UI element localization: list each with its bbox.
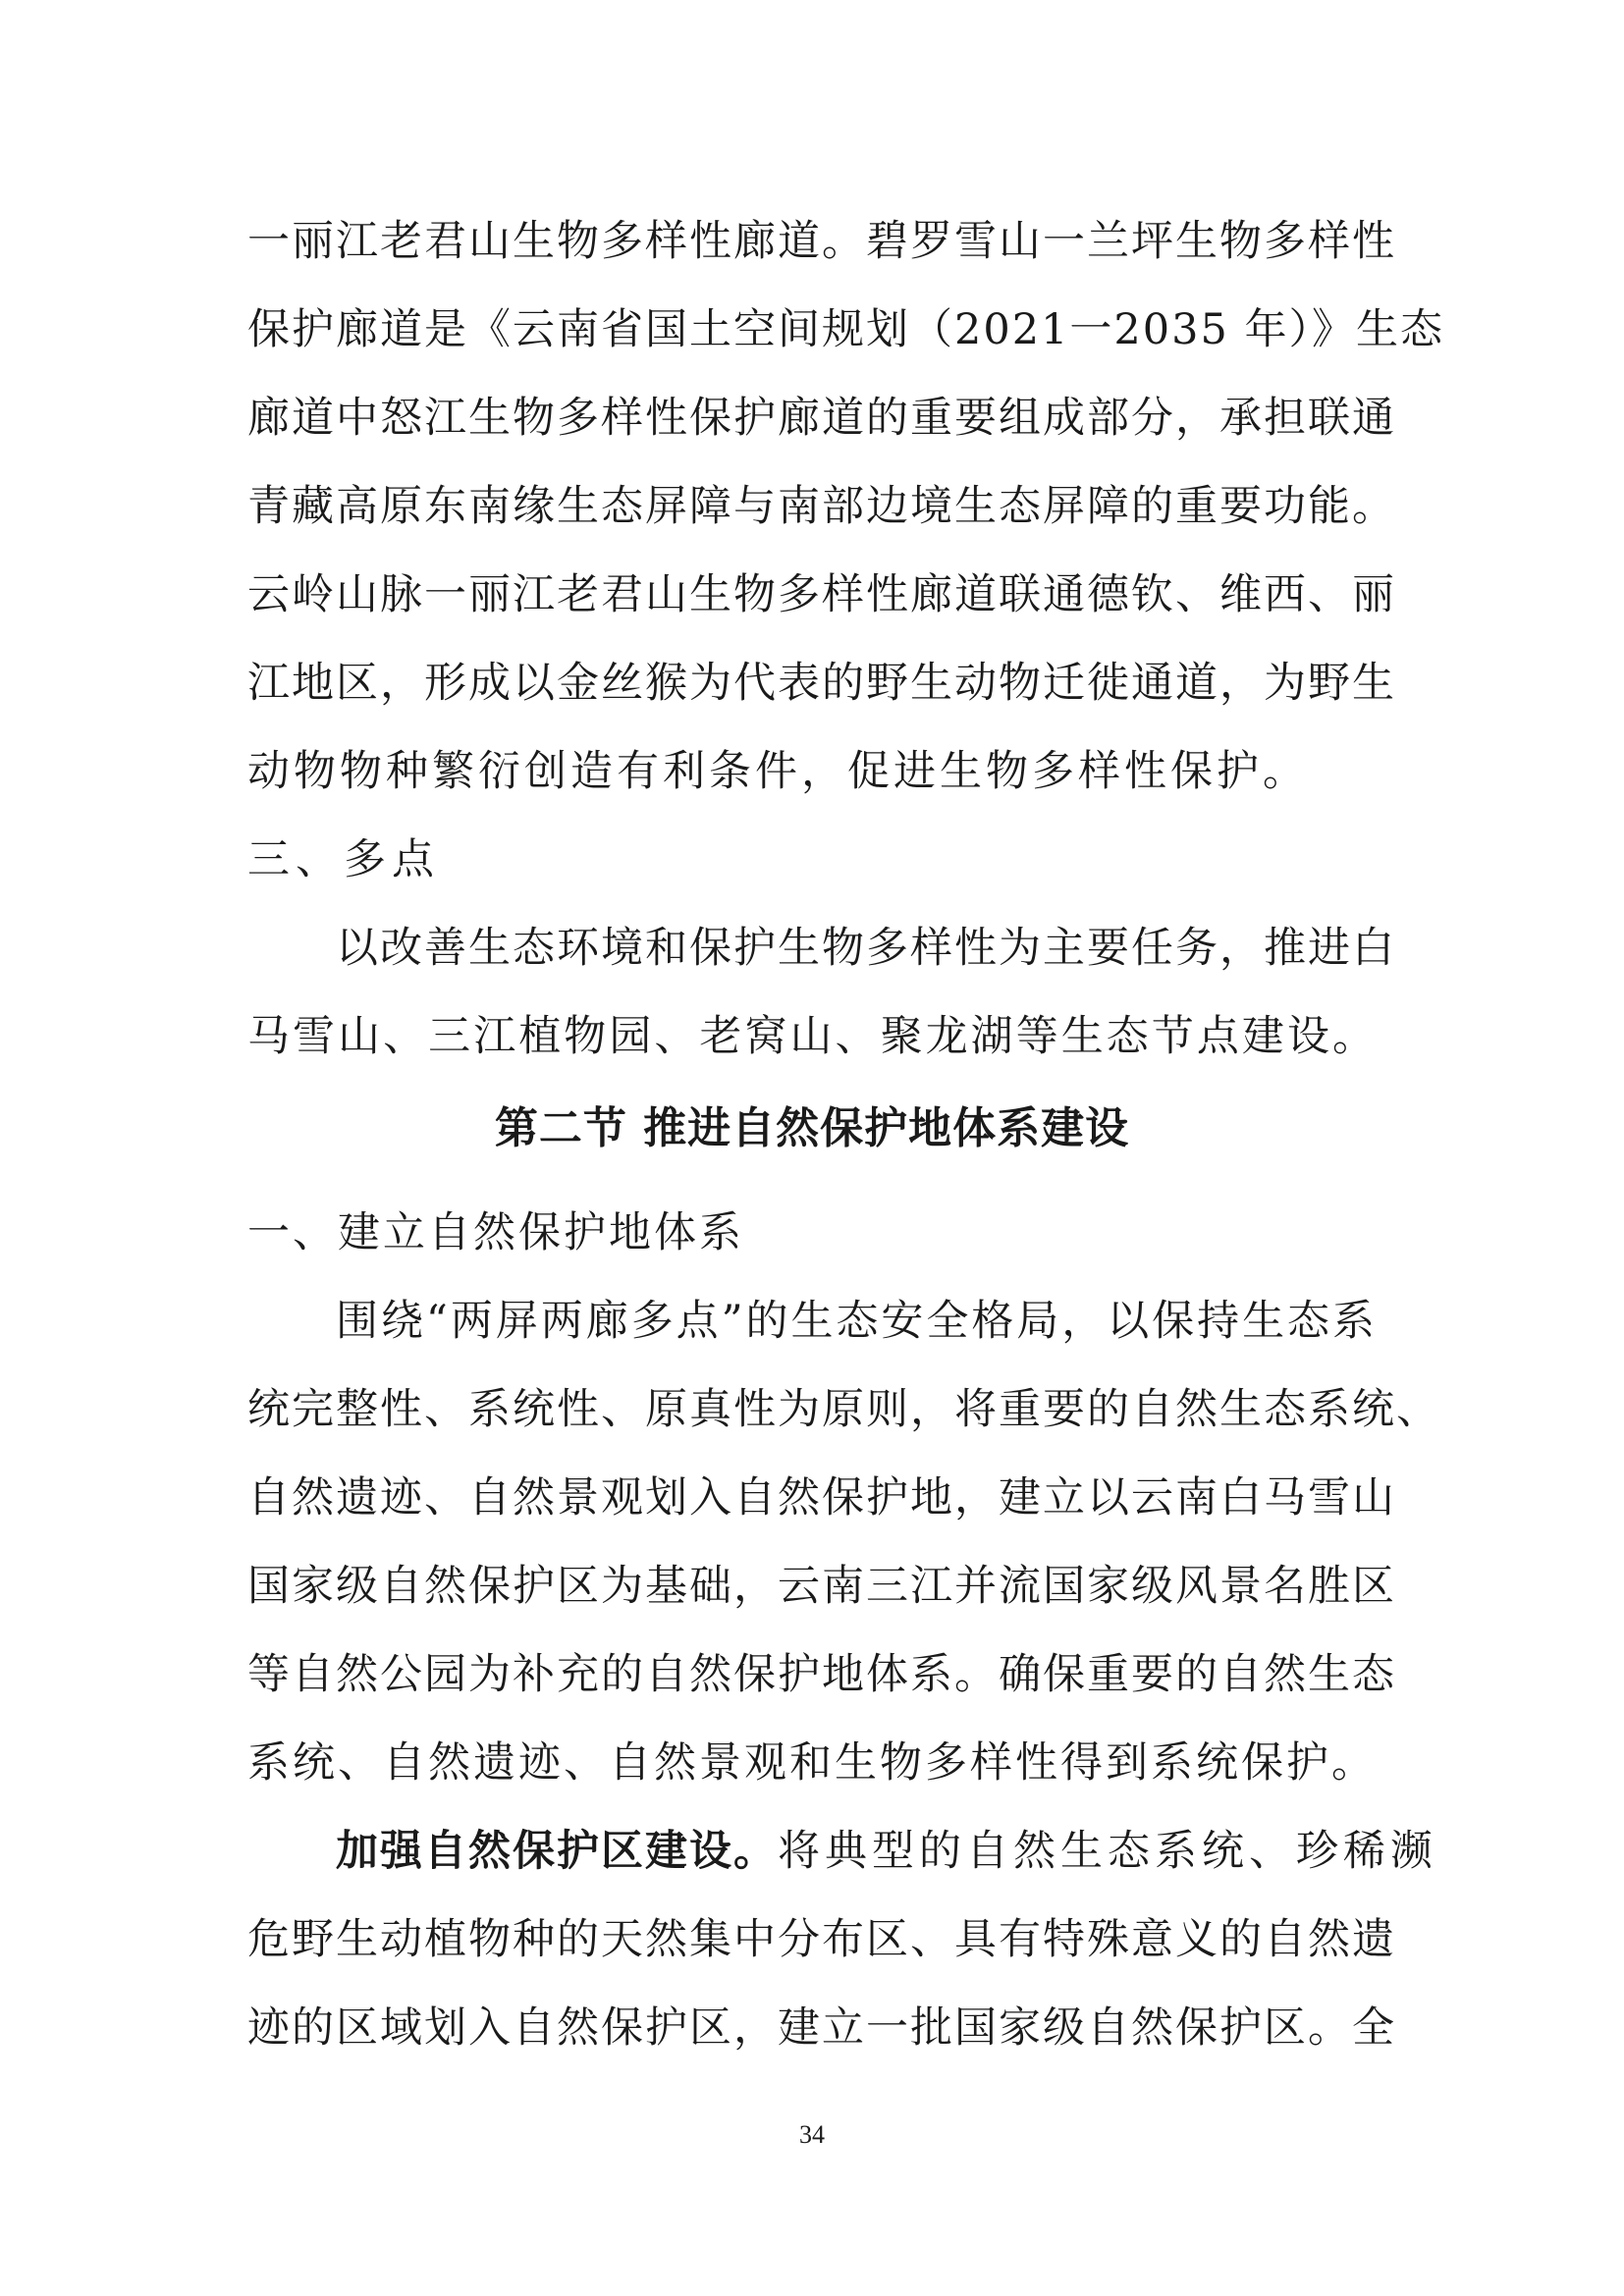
page-number: 34 <box>799 2120 825 2149</box>
paragraph-line: 云岭山脉一丽江老君山生物多样性廊道联通德钦、维西、丽 <box>247 570 1396 619</box>
bold-lead-text: 加强自然保护区建设。 <box>336 1827 778 1876</box>
paragraph-text: 将典型的自然生态系统、珍稀濒 <box>778 1827 1437 1876</box>
paragraph-line: 一丽江老君山生物多样性廊道。碧罗雪山一兰坪生物多样性 <box>247 217 1396 266</box>
paragraph-line: 动物物种繁衍创造有利条件，促进生物多样性保护。 <box>247 747 1309 796</box>
paragraph-line: 马雪山、三江植物园、老窝山、聚龙湖等生态节点建设。 <box>247 1012 1377 1061</box>
paragraph-line: 迹的区域划入自然保护区，建立一批国家级自然保护区。全 <box>247 2003 1396 2053</box>
paragraph-first-line <box>336 1822 1437 1881</box>
section-title: 第二节 推进自然保护地体系建设 <box>494 1103 1130 1153</box>
paragraph-line: 江地区，形成以金丝猴为代表的野生动物迁徙通道，为野生 <box>247 659 1396 708</box>
paragraph-line: 廊道中怒江生物多样性保护廊道的重要组成部分，承担联通 <box>247 394 1396 443</box>
paragraph-line: 自然遗迹、自然景观划入自然保护地，建立以云南白马雪山 <box>247 1473 1396 1522</box>
paragraph-line: 围绕“两屏两廊多点”的生态安全格局，以保持生态系 <box>336 1297 1377 1346</box>
paragraph-line: 等自然公园为补充的自然保护地体系。确保重要的自然生态 <box>247 1650 1396 1699</box>
paragraph-line: 以改善生态环境和保护生物多样性为主要任务，推进白 <box>336 924 1396 973</box>
subsection-heading: 一、建立自然保护地体系 <box>247 1208 744 1257</box>
paragraph-line: 青藏高原东南缘生态屏障与南部边境生态屏障的重要功能。 <box>247 482 1396 531</box>
paragraph-line: 危野生动植物种的天然集中分布区、具有特殊意义的自然遗 <box>247 1915 1396 1964</box>
paragraph-line: 统完整性、系统性、原真性为原则，将重要的自然生态系统、 <box>247 1385 1440 1434</box>
paragraph-line: 保护廊道是《云南省国土空间规划（2021一2035 年）》生态 <box>247 305 1445 354</box>
paragraph-line: 系统、自然遗迹、自然景观和生物多样性得到系统保护。 <box>247 1738 1377 1788</box>
paragraph-line: 国家级自然保护区为基础，云南三江并流国家级风景名胜区 <box>247 1562 1396 1611</box>
subsection-heading: 三、多点 <box>247 835 440 884</box>
